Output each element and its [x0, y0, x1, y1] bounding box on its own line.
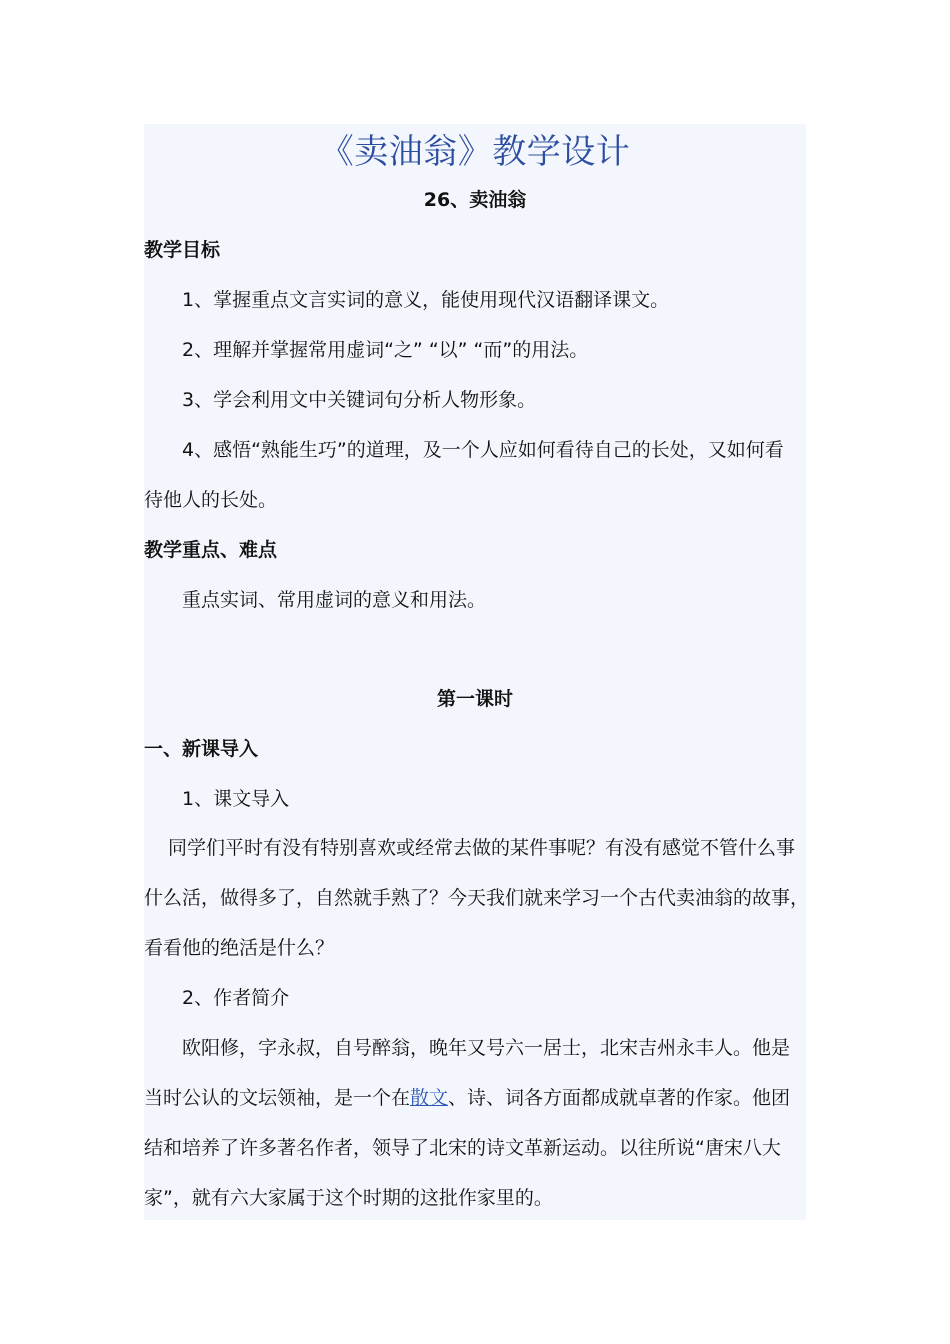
document-title: 《卖油翁》教学设计 [319, 132, 631, 172]
prose-link[interactable]: 散文 [410, 1087, 449, 1109]
intro-paragraph-line: 看看他的绝活是什么？ [144, 937, 335, 959]
author-text: 、诗、词各方面都成就卓著的作家。他团 [448, 1087, 791, 1109]
intro-paragraph-line: 同学们平时有没有特别喜欢或经常去做的某件事呢？有没有感觉不管什么事 [168, 837, 796, 859]
section-heading: 一、新课导入 [144, 738, 259, 760]
objective-item: 4、感悟“熟能生巧”的道理，及一个人应如何看待自己的长处，又如何看 [182, 439, 784, 461]
author-text: 当时公认的文坛领袖，是一个在 [144, 1087, 411, 1109]
subsection-heading: 2、作者简介 [182, 987, 290, 1009]
subsection-heading: 1、课文导入 [182, 788, 290, 810]
objective-item-continuation: 待他人的长处。 [144, 489, 278, 511]
period-heading: 第一课时 [436, 688, 513, 710]
objective-item: 2、理解并掌握常用虚词“之” “以” “而”的用法。 [182, 339, 589, 361]
author-paragraph-line: 家”，就有六大家属于这个时期的这批作家里的。 [144, 1187, 553, 1209]
objective-item: 3、学会利用文中关键词句分析人物形象。 [182, 389, 537, 411]
author-paragraph-line [144, 1086, 806, 1110]
objective-item: 1、掌握重点文言实词的意义，能使用现代汉语翻译课文。 [182, 289, 670, 311]
author-paragraph-line: 结和培养了许多著名作者，领导了北宋的诗文革新运动。以往所说“唐宋八大 [144, 1137, 781, 1159]
intro-paragraph-line: 什么活，做得多了，自然就手熟了？今天我们就来学习一个古代卖油翁的故事， [144, 887, 810, 909]
author-paragraph-line: 欧阳修，字永叔，自号醉翁，晚年又号六一居士，北宋吉州永丰人。他是 [182, 1037, 791, 1059]
key-points-text: 重点实词、常用虚词的意义和用法。 [182, 589, 487, 611]
key-points-heading: 教学重点、难点 [144, 539, 278, 561]
lesson-heading: 26、卖油翁 [423, 189, 527, 211]
objectives-heading: 教学目标 [144, 239, 221, 261]
